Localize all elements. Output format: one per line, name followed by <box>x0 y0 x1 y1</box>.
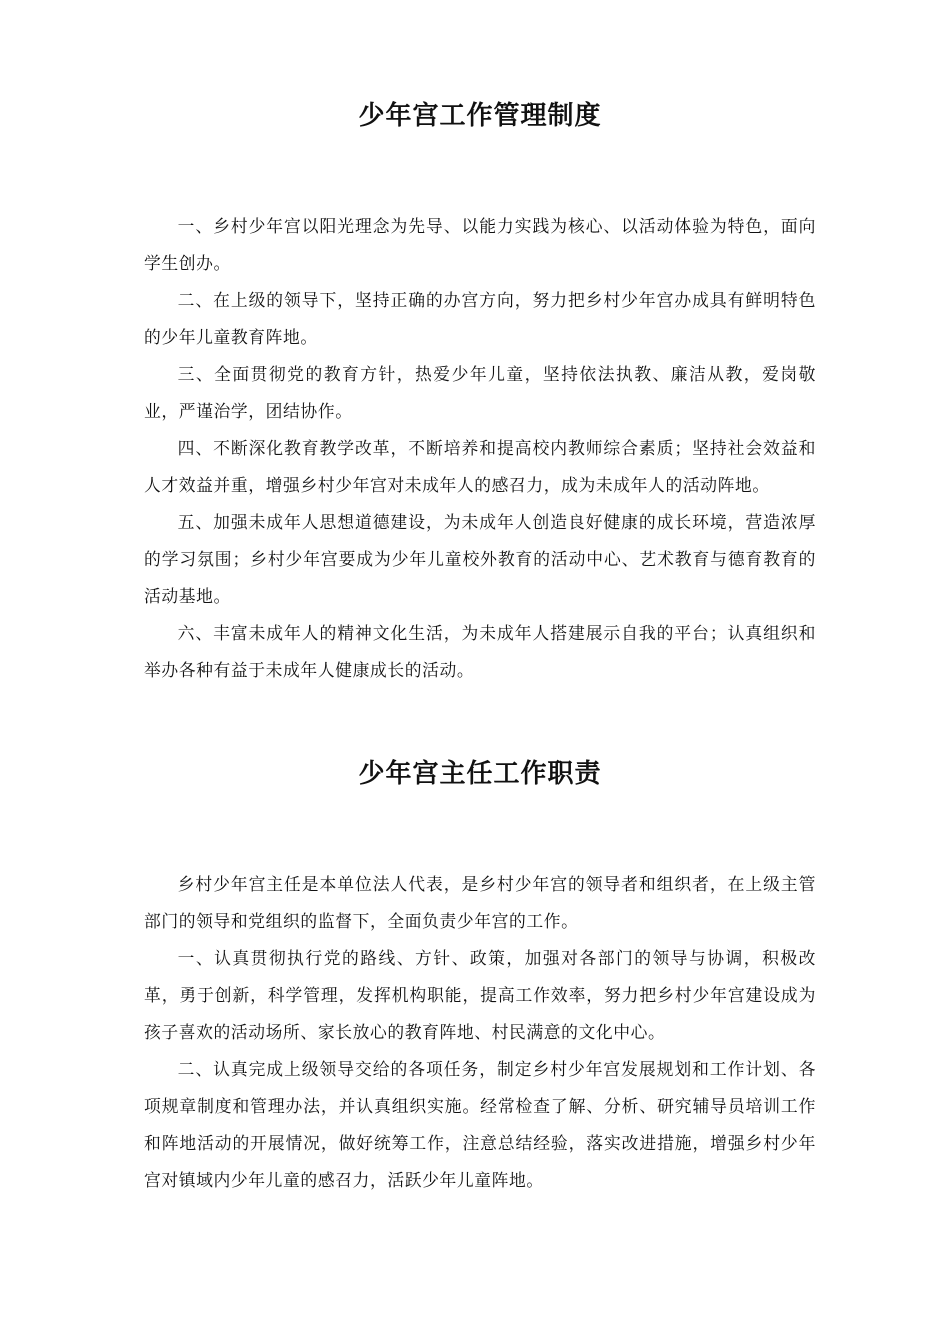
paragraph: 六、丰富未成年人的精神文化生活，为未成年人搭建展示自我的平台；认真组织和举办各种有益于未成年人健康成长的活动。 <box>144 623 816 680</box>
paragraph: 二、认真完成上级领导交给的各项任务，制定乡村少年宫发展规划和工作计划、各项规章制度和管理办法，并认真组织实施。经常检查了解、分析、研究辅导员培训工作和阵地活动的开展情况，做好统筹工作，注意总结经验，落实改进措施，增强乡村少年宫对镇域内少年儿童的感召力，活跃少年儿童阵地。 <box>144 1059 816 1190</box>
paragraph: 一、认真贯彻执行党的路线、方针、政策，加强对各部门的领导与协调，积极改革，勇于创新，科学管理，发挥机构职能，提高工作效率，努力把乡村少年宫建设成为孩子喜欢的活动场所、家长放心的教育阵地、村民满意的文化中心。 <box>144 948 816 1042</box>
paragraph: 三、全面贯彻党的教育方针，热爱少年儿童，坚持依法执教、廉洁从教，爱岗敬业，严谨治学，团结协作。 <box>144 364 816 421</box>
title-spacing <box>144 136 816 208</box>
section-management-rules <box>144 96 816 689</box>
paragraph: 乡村少年宫主任是本单位法人代表，是乡村少年宫的领导者和组织者，在上级主管部门的领导和党组织的监督下，全面负责少年宫的工作。 <box>144 874 816 931</box>
paragraph: 四、不断深化教育教学改革，不断培养和提高校内教师综合素质；坚持社会效益和人才效益并重，增强乡村少年宫对未成年人的感召力，成为未成年人的活动阵地。 <box>144 438 816 495</box>
section-title: 少年宫工作管理制度 <box>358 101 602 131</box>
section-director-duties <box>144 754 816 1199</box>
paragraph: 五、加强未成年人思想道德建设，为未成年人创造良好健康的成长环境，营造浓厚的学习氛围；乡村少年宫要成为少年儿童校外教育的活动中心、艺术教育与德育教育的活动基地。 <box>144 512 816 606</box>
paragraph: 一、乡村少年宫以阳光理念为先导、以能力实践为核心、以活动体验为特色，面向学生创办。 <box>144 216 816 273</box>
paragraph: 二、在上级的领导下，坚持正确的办宫方向，努力把乡村少年宫办成具有鲜明特色的少年儿童教育阵地。 <box>144 290 816 347</box>
title-spacing <box>144 794 816 866</box>
section-title: 少年宫主任工作职责 <box>358 759 602 789</box>
